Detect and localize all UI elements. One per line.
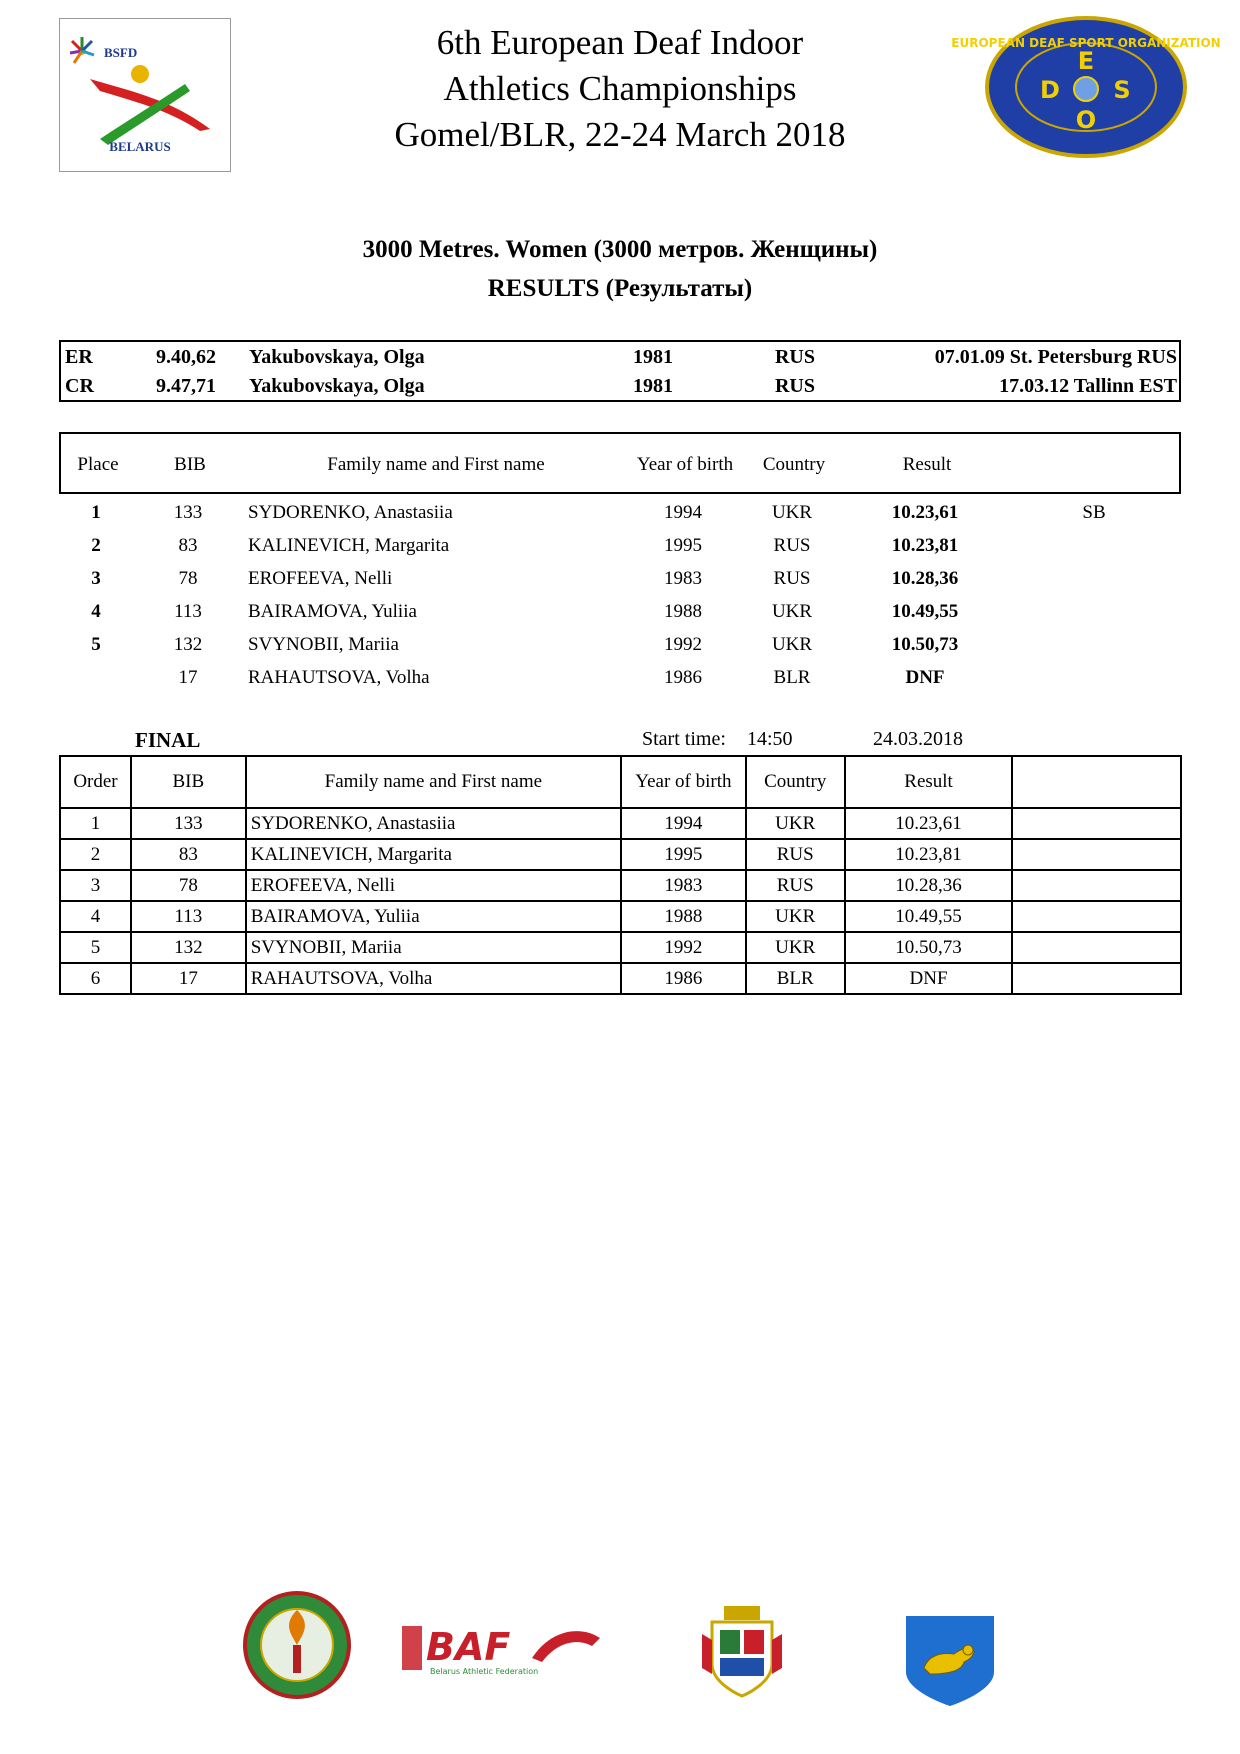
final-country: RUS [746,839,845,870]
final-country: UKR [746,932,845,963]
final-date: 24.03.2018 [873,728,963,750]
title-line-2: Athletics Championships [443,69,797,108]
edso-globe-icon [1074,77,1098,101]
final-extra [1012,901,1181,932]
sunburst-icon [70,37,94,63]
final-bib: 83 [131,839,246,870]
result-name: KALINEVICH, Margarita [248,535,450,556]
record-row-er [61,343,1179,372]
bsfd-logo-graphic [60,19,230,171]
col-name: Family name and First name [246,756,621,808]
result-place: 5 [91,634,101,655]
final-result: 10.50,73 [845,932,1013,963]
edso-letter-d: D [1040,76,1060,104]
final-start-list-table [59,755,1182,995]
result-country: BLR [773,667,811,688]
results-subtitle: RESULTS (Результаты) [487,275,753,302]
result-place: 2 [91,535,101,556]
swoosh-red [90,79,210,131]
result-name: SYDORENKO, Anastasiia [248,502,453,523]
col-order: Order [60,756,131,808]
final-name: RAHAUTSOVA, Volha [246,963,621,994]
result-note: SB [1082,502,1106,523]
result-place: 3 [91,568,101,589]
col-result: Result [902,454,952,475]
record-result: 9.47,71 [156,375,216,397]
table-row [60,839,1181,870]
final-name: BAIRAMOVA, Yuliia [246,901,621,932]
edso-letter-o: O [1075,106,1097,134]
result-bib: 113 [174,601,202,622]
result-year: 1994 [664,502,702,523]
record-row-cr [61,372,1179,401]
col-extra [1012,756,1181,808]
final-name: KALINEVICH, Margarita [246,839,621,870]
baf-logo [402,1618,602,1683]
result-country: RUS [773,568,811,589]
final-year: 1986 [621,963,746,994]
final-bib: 17 [131,963,246,994]
edso-letter-s: S [1113,76,1131,104]
result-country: RUS [773,535,811,556]
record-holder: Yakubovskaya, Olga [249,375,425,397]
result-row [59,661,1181,694]
final-result: 10.49,55 [845,901,1013,932]
result-country: UKR [771,634,813,655]
record-year: 1981 [633,346,673,368]
final-year: 1994 [621,808,746,839]
championship-title [330,20,910,158]
final-extra [1012,870,1181,901]
final-bib: 113 [131,901,246,932]
result-place: 4 [91,601,101,622]
result-time: 10.49,55 [891,601,959,622]
final-order: 1 [60,808,131,839]
result-bib: 78 [178,568,198,589]
final-label: FINAL [135,728,201,752]
final-extra [1012,932,1181,963]
table-row [60,932,1181,963]
gomel-city-coat-of-arms [902,1612,998,1713]
result-row [59,562,1181,595]
final-year: 1995 [621,839,746,870]
final-name: EROFEEVA, Nelli [246,870,621,901]
city-coat-of-arms-icon [902,1612,998,1708]
start-time-label: Start time: [642,728,726,750]
final-country: RUS [746,870,845,901]
title-line-3: Gomel/BLR, 22-24 March 2018 [394,115,846,154]
region-coat-of-arms-icon [694,1604,790,1700]
final-name: SYDORENKO, Anastasiia [246,808,621,839]
final-country: BLR [746,963,845,994]
record-year: 1981 [633,375,673,397]
final-extra [1012,839,1181,870]
edso-letter-e: E [1077,47,1095,75]
final-extra [1012,808,1181,839]
record-info: 07.01.09 St. Petersburg RUS [934,346,1177,368]
result-bib: 83 [178,535,198,556]
result-name: RAHAUTSOVA, Volha [248,667,430,688]
belarus-text: BELARUS [109,139,171,154]
ball-icon [131,65,149,83]
col-year: Year of birth [621,756,746,808]
final-extra [1012,963,1181,994]
record-info: 17.03.12 Tallinn EST [999,375,1177,397]
table-row [60,963,1181,994]
ministry-emblem-icon [242,1590,352,1700]
final-order: 3 [60,870,131,901]
edso-ring-text: EUROPEAN DEAF SPORT ORGANIZATION [951,36,1221,50]
final-header-row [60,756,1181,808]
final-result: 10.28,36 [845,870,1013,901]
result-country: UKR [771,502,813,523]
results-header [59,432,1181,494]
col-year: Year of birth [636,454,734,475]
ministry-emblem-logo [242,1590,352,1705]
result-row [59,496,1181,529]
final-order: 4 [60,901,131,932]
edso-logo [951,16,1221,159]
result-name: BAIRAMOVA, Yuliia [248,601,417,622]
baf-text: BAF [426,1625,511,1669]
records-box [59,340,1181,402]
result-place: 1 [91,502,101,523]
result-year: 1986 [664,667,702,688]
table-row [60,901,1181,932]
bsfd-text: BSFD [104,45,138,60]
result-year: 1995 [664,535,702,556]
title-line-1: 6th European Deaf Indoor [436,23,804,62]
start-time-value: 14:50 [747,728,793,750]
result-bib: 132 [173,634,203,655]
record-holder: Yakubovskaya, Olga [249,346,425,368]
baf-logo-graphic [402,1618,602,1678]
final-result: 10.23,81 [845,839,1013,870]
record-result: 9.40,62 [156,346,216,368]
final-bib: 132 [131,932,246,963]
col-place: Place [77,454,119,475]
result-time: 10.50,73 [891,634,959,655]
event-title: 3000 Metres. Women (3000 метров. Женщины) [362,236,878,263]
result-name: EROFEEVA, Nelli [248,568,393,589]
final-country: UKR [746,901,845,932]
col-bib: BIB [174,454,206,475]
final-order: 6 [60,963,131,994]
result-bib: 17 [178,667,198,688]
table-row [60,808,1181,839]
final-order: 2 [60,839,131,870]
record-country: RUS [774,346,816,368]
bsfd-belarus-logo [59,18,231,172]
gomel-region-coat-of-arms [694,1604,790,1705]
result-time: 10.23,81 [891,535,959,556]
final-order: 5 [60,932,131,963]
final-year: 1988 [621,901,746,932]
result-row [59,595,1181,628]
result-year: 1983 [664,568,702,589]
final-result: DNF [845,963,1013,994]
result-bib: 133 [173,502,203,523]
record-type: CR [65,375,94,397]
result-country: UKR [771,601,813,622]
col-result: Result [845,756,1013,808]
result-row [59,628,1181,661]
col-country: Country [762,454,826,475]
final-year: 1992 [621,932,746,963]
record-country: RUS [774,375,816,397]
edso-logo-graphic [951,16,1221,159]
baf-subtext: Belarus Athletic Federation [430,1667,539,1676]
result-time: 10.23,61 [891,502,959,523]
final-country: UKR [746,808,845,839]
result-year: 1988 [664,601,702,622]
record-type: ER [65,346,93,368]
col-bib: BIB [131,756,246,808]
col-country: Country [746,756,845,808]
final-year: 1983 [621,870,746,901]
result-time: DNF [905,667,945,688]
final-bib: 133 [131,808,246,839]
result-row [59,529,1181,562]
table-row [60,870,1181,901]
final-bib: 78 [131,870,246,901]
final-result: 10.23,61 [845,808,1013,839]
result-year: 1992 [664,634,702,655]
result-name: SVYNOBII, Mariia [248,634,399,655]
col-name: Family name and First name [327,454,545,475]
result-time: 10.28,36 [891,568,959,589]
final-name: SVYNOBII, Mariia [246,932,621,963]
